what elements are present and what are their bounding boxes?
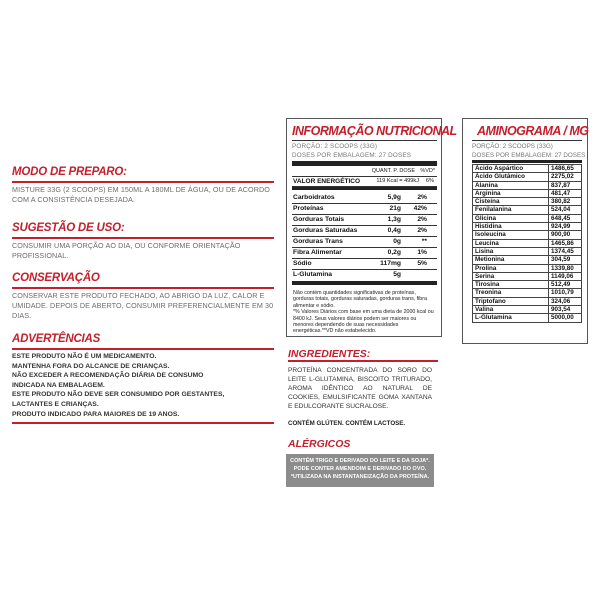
energy-vd: 6% bbox=[425, 178, 434, 184]
amino-acid-name: Cisteína bbox=[473, 198, 549, 206]
advertencia-line: ESTE PRODUTO NÃO DEVE SER CONSUMIDO POR GESTANTES, bbox=[12, 391, 225, 399]
aminogram-row bbox=[473, 256, 582, 264]
amino-acid-name: Ácido Glutâmico bbox=[473, 173, 549, 181]
aminogram-title: AMINOGRAMA / MG bbox=[477, 124, 589, 138]
advertencia-line: INDICADA NA EMBALAGEM. bbox=[12, 381, 105, 389]
aminogram-thick-rule bbox=[472, 160, 582, 163]
energy-value: 119 Kcal = 499kJ bbox=[376, 178, 419, 184]
modo-preparo-text: MISTURE 33G (2 SCOOPS) EM 150ML A 180ML DE ÁGUA, OU DE ACORDO COM A CONSISTÊNCIA DESEJADA. bbox=[12, 185, 270, 204]
aminogram-row bbox=[473, 289, 582, 297]
nutrition-thick-rule-2 bbox=[292, 187, 437, 190]
amino-acid-name: Metionina bbox=[473, 256, 549, 264]
nutrition-column-header bbox=[292, 167, 437, 177]
nutrient-row: Proteínas 21g 42% bbox=[292, 204, 437, 215]
aminogram-title-divider bbox=[472, 140, 582, 141]
amino-acid-value: 1465,86 bbox=[549, 239, 582, 247]
aminogram-row bbox=[473, 181, 582, 189]
nutrient-row: Sódio 117mg 5% bbox=[292, 259, 437, 270]
amino-acid-name: Alanina bbox=[473, 181, 549, 189]
amino-acid-value: 903,54 bbox=[549, 306, 582, 314]
advertencia-line: LACTANTES E CRIANÇAS. bbox=[12, 400, 99, 408]
aminogram-serving: PORÇÃO: 2 SCOOPS (33G) bbox=[472, 143, 553, 150]
advertencias-text bbox=[12, 352, 280, 419]
advertencia-line: MANTENHA FORA DO ALCANCE DE CRIANÇAS. bbox=[12, 362, 170, 370]
nutrient-row: Gorduras Trans 0g ** bbox=[292, 237, 437, 248]
amino-acid-value: 380,82 bbox=[549, 198, 582, 206]
nutrient-row: Carboidratos 5,9g 2% bbox=[292, 193, 437, 204]
advertencia-line: PRODUTO INDICADO PARA MAIORES DE 19 ANOS. bbox=[12, 410, 180, 418]
sugestao-divider bbox=[12, 237, 274, 239]
amino-acid-name: Fenilalanina bbox=[473, 206, 549, 214]
amino-acid-value: 648,45 bbox=[549, 214, 582, 222]
amino-acid-value: 900,90 bbox=[549, 231, 582, 239]
amino-acid-name: Ácido Aspártico bbox=[473, 165, 549, 173]
aminogram-row bbox=[473, 198, 582, 206]
amino-acid-name: Treonina bbox=[473, 289, 549, 297]
aminogram-row bbox=[473, 189, 582, 197]
nutrition-facts-box bbox=[286, 118, 457, 337]
advertencia-line: NÃO EXCEDER A RECOMENDAÇÃO DIÁRIA DE CONSUMO bbox=[12, 372, 204, 380]
amino-acid-name: Glicina bbox=[473, 214, 549, 222]
nutrient-row: Gorduras Totais 1,3g 2% bbox=[292, 215, 437, 226]
aminogram-row bbox=[473, 272, 582, 280]
nutrition-title: INFORMAÇÃO NUTRICIONAL bbox=[292, 124, 457, 138]
advertencias-title: ADVERTÊNCIAS bbox=[12, 333, 101, 345]
energy-row bbox=[292, 177, 437, 187]
amino-acid-name: Histidina bbox=[473, 223, 549, 231]
energy-label: VALOR ENERGÉTICO bbox=[293, 178, 361, 185]
col-vd-label: %VD* bbox=[420, 168, 435, 174]
nutrient-row: Fibra Alimentar 0,2g 1% bbox=[292, 248, 437, 259]
amino-acid-value: 1010,79 bbox=[549, 289, 582, 297]
footnote-2: *% Valores Diários com base em uma dieta de 2000 kcal ou 8400 kJ. Seus valores diários podem ser maiores ou menores dependendo de suas necessidades energéticas.**VD não estabelecido. bbox=[293, 309, 434, 335]
nutrition-footnotes bbox=[293, 290, 437, 335]
ingredients-title: INGREDIENTES: bbox=[288, 348, 371, 360]
allergen-line: *UTILIZADA NA INSTANTANEIZAÇÃO DA PROTEÍNA. bbox=[290, 474, 430, 480]
allergens-box bbox=[286, 454, 434, 487]
aminogram-row bbox=[473, 165, 582, 173]
aminogram-doses: DOSES POR EMBALAGEM: 27 DOSES bbox=[472, 152, 586, 159]
amino-acid-value: 2275,02 bbox=[549, 173, 582, 181]
amino-acid-value: 1339,80 bbox=[549, 264, 582, 272]
amino-acid-value: 924,99 bbox=[549, 223, 582, 231]
nutrition-thick-rule-3 bbox=[292, 281, 437, 285]
aminogram-box bbox=[462, 118, 588, 344]
amino-acid-value: 1374,45 bbox=[549, 247, 582, 255]
conservacao-divider bbox=[12, 287, 274, 289]
aminogram-row bbox=[473, 297, 582, 305]
aminogram-row bbox=[473, 214, 582, 222]
footnote-1: Não contém quantidades significativas de proteínas, gorduras totais, gorduras saturadas, gorduras trans, fibra alimentar e sódio. bbox=[293, 290, 427, 309]
nutrient-row: L-Glutamina 5g bbox=[293, 271, 401, 278]
amino-acid-value: 1149,06 bbox=[549, 272, 582, 280]
amino-acid-name: L-Glutamina bbox=[473, 314, 549, 322]
advertencia-line: ESTE PRODUTO NÃO É UM MEDICAMENTO. bbox=[12, 353, 157, 360]
aminogram-row bbox=[473, 264, 582, 272]
amino-acid-value: 512,49 bbox=[549, 281, 582, 289]
conservacao-title: CONSERVAÇÃO bbox=[12, 272, 100, 284]
nutrition-serving: PORÇÃO: 2 SCOOPS (33G) bbox=[292, 143, 378, 150]
advertencias-divider bbox=[12, 348, 274, 350]
amino-acid-name: Tirosina bbox=[473, 281, 549, 289]
advertencias-bottom-divider bbox=[12, 422, 274, 424]
sugestao-text: CONSUMIR UMA PORÇÃO AO DIA, OU CONFORME ORIENTAÇÃO PROFISSIONAL. bbox=[12, 241, 241, 260]
amino-acid-name: Prolina bbox=[473, 264, 549, 272]
amino-acid-name: Arginina bbox=[473, 189, 549, 197]
nutrition-title-divider bbox=[292, 140, 437, 141]
aminogram-row bbox=[473, 247, 582, 255]
amino-acid-name: Serina bbox=[473, 272, 549, 280]
ingredients-warning: CONTÉM GLÚTEN. CONTÉM LACTOSE. bbox=[288, 420, 406, 427]
amino-acid-name: Lisina bbox=[473, 247, 549, 255]
amino-acid-value: 5000,00 bbox=[549, 314, 582, 322]
modo-preparo-divider bbox=[12, 181, 274, 183]
aminogram-row bbox=[473, 281, 582, 289]
aminogram-row bbox=[473, 306, 582, 314]
aminogram-row bbox=[473, 231, 582, 239]
allergens-title: ALÉRGICOS bbox=[288, 438, 351, 450]
aminogram-table bbox=[472, 164, 582, 323]
aminogram-row bbox=[473, 223, 582, 231]
nutrition-thick-rule bbox=[292, 161, 437, 166]
aminogram-row bbox=[473, 239, 582, 247]
modo-preparo-title: MODO DE PREPARO: bbox=[12, 166, 127, 178]
nutrition-doses: DOSES POR EMBALAGEM: 27 DOSES bbox=[292, 152, 412, 159]
ingredients-divider bbox=[288, 360, 438, 362]
amino-acid-name: Valina bbox=[473, 306, 549, 314]
conservacao-text: CONSERVAR ESTE PRODUTO FECHADO, AO ABRIGO DA LUZ, CALOR E UMIDADE. DEPOIS DE ABERTO, CONSUMIR PREFERENCIALMENTE EM 30 DIAS. bbox=[12, 291, 274, 320]
allergen-line: CONTÉM TRIGO E DERIVADO DO LEITE E DA SOJA*. bbox=[290, 458, 430, 464]
amino-acid-value: 481,47 bbox=[549, 189, 582, 197]
amino-acid-name: Leucina bbox=[473, 239, 549, 247]
allergen-line: PODE CONTER AMENDOIM E DERIVADO DO OVO. bbox=[293, 466, 427, 472]
amino-acid-value: 304,59 bbox=[549, 256, 582, 264]
aminogram-row bbox=[473, 173, 582, 181]
amino-acid-value: 324,06 bbox=[549, 297, 582, 305]
amino-acid-value: 837,87 bbox=[549, 181, 582, 189]
amino-acid-value: 524,04 bbox=[549, 206, 582, 214]
amino-acid-name: Triptofano bbox=[473, 297, 549, 305]
col-quant-label: QUANT. P. DOSE bbox=[371, 168, 415, 174]
aminogram-row bbox=[473, 314, 582, 322]
aminogram-row bbox=[473, 206, 582, 214]
sugestao-title: SUGESTÃO DE USO: bbox=[12, 222, 125, 234]
amino-acid-value: 1486,65 bbox=[549, 165, 582, 173]
ingredients-text: PROTEÍNA CONCENTRADA DO SORO DO LEITE L-GLUTAMINA, BISCOITO TRITURADO, AROMA IDÊNTICO AO NATURAL DE COOKIES, EMULSIFICANTE GOMA XANTANA E EDULCORANTE SUCRALOSE. bbox=[288, 367, 432, 410]
amino-acid-name: Isoleucina bbox=[473, 231, 549, 239]
nutrient-row: Gorduras Saturadas 0,4g 2% bbox=[292, 226, 437, 237]
